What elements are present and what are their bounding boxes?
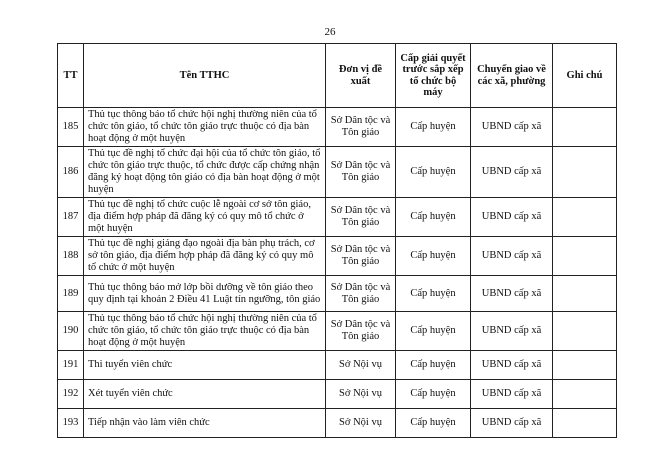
row-tt: 188 [58,237,84,276]
row-tt: 186 [58,147,84,198]
header-tt: TT [58,44,84,108]
row-note [553,198,617,237]
procedure-table [57,43,617,438]
row-note [553,409,617,438]
row-level: Cấp huyện [396,108,471,147]
row-name: Tiếp nhận vào làm viên chức [84,409,326,438]
row-tt: 192 [58,380,84,409]
table-row [58,237,617,276]
row-note [553,312,617,351]
header-name: Tên TTHC [84,44,326,108]
row-name: Thủ tục đề nghị giảng đạo ngoài địa bàn phụ trách, cơ sở tôn giáo, địa điểm hợp pháp đã đăng ký có quy mô tổ chức ở một huyện [84,237,326,276]
row-note [553,351,617,380]
row-proposer: Sở Nội vụ [326,351,396,380]
table-header-row [58,44,617,108]
row-proposer: Sở Dân tộc và Tôn giáo [326,312,396,351]
row-transfer: UBND cấp xã [471,276,553,312]
page-number: 26 [324,26,336,38]
row-note [553,147,617,198]
row-level: Cấp huyện [396,351,471,380]
row-name: Thủ tục thông báo tổ chức hội nghị thường niên của tổ chức tôn giáo, tổ chức tôn giáo trực thuộc có địa bàn hoạt động ở một huyện [84,108,326,147]
row-level: Cấp huyện [396,409,471,438]
row-transfer: UBND cấp xã [471,147,553,198]
row-name: Thủ tục đề nghị tổ chức cuộc lễ ngoài cơ sở tôn giáo, địa điểm hợp pháp đã đăng ký có quy mô tổ chức ở một huyện [84,198,326,237]
row-proposer: Sở Nội vụ [326,409,396,438]
table-row [58,380,617,409]
row-transfer: UBND cấp xã [471,351,553,380]
row-level: Cấp huyện [396,237,471,276]
header-transfer: Chuyển giao về các xã, phường [471,44,553,108]
table-row [58,276,617,312]
row-name: Thi tuyển viên chức [84,351,326,380]
table-row [58,198,617,237]
row-name: Thủ tục thông báo mở lớp bồi dưỡng về tôn giáo theo quy định tại khoản 2 Điều 41 Luật tín ngưỡng, tôn giáo [84,276,326,312]
row-name: Thủ tục thông báo tổ chức hội nghị thường niên của tổ chức tôn giáo, tổ chức tôn giáo trực thuộc có địa bàn hoạt động ở một huyện [84,312,326,351]
row-transfer: UBND cấp xã [471,237,553,276]
row-note [553,276,617,312]
row-level: Cấp huyện [396,198,471,237]
header-proposer: Đơn vị đề xuất [326,44,396,108]
row-transfer: UBND cấp xã [471,198,553,237]
row-proposer: Sở Nội vụ [326,380,396,409]
row-note [553,237,617,276]
row-tt: 191 [58,351,84,380]
row-transfer: UBND cấp xã [471,108,553,147]
row-transfer: UBND cấp xã [471,409,553,438]
table-row [58,409,617,438]
row-proposer: Sở Dân tộc và Tôn giáo [326,276,396,312]
table-row [58,351,617,380]
row-tt: 185 [58,108,84,147]
header-level-before: Cấp giải quyết trước sắp xếp tổ chức bộ máy [396,44,471,108]
row-proposer: Sở Dân tộc và Tôn giáo [326,147,396,198]
row-level: Cấp huyện [396,312,471,351]
row-transfer: UBND cấp xã [471,380,553,409]
row-proposer: Sở Dân tộc và Tôn giáo [326,108,396,147]
row-note [553,108,617,147]
row-note [553,380,617,409]
row-level: Cấp huyện [396,147,471,198]
row-proposer: Sở Dân tộc và Tôn giáo [326,198,396,237]
table-row [58,108,617,147]
row-tt: 190 [58,312,84,351]
row-tt: 189 [58,276,84,312]
row-level: Cấp huyện [396,380,471,409]
row-tt: 187 [58,198,84,237]
row-tt: 193 [58,409,84,438]
table-row [58,312,617,351]
row-name: Thủ tục đề nghị tổ chức đại hội của tổ chức tôn giáo, tổ chức tôn giáo trực thuộc, tổ chức được cấp chứng nhận đăng ký hoạt động tôn giáo có địa bàn hoạt động ở một huyện [84,147,326,198]
row-name: Xét tuyển viên chức [84,380,326,409]
header-note: Ghi chú [553,44,617,108]
row-transfer: UBND cấp xã [471,312,553,351]
row-proposer: Sở Dân tộc và Tôn giáo [326,237,396,276]
table-row [58,147,617,198]
row-level: Cấp huyện [396,276,471,312]
